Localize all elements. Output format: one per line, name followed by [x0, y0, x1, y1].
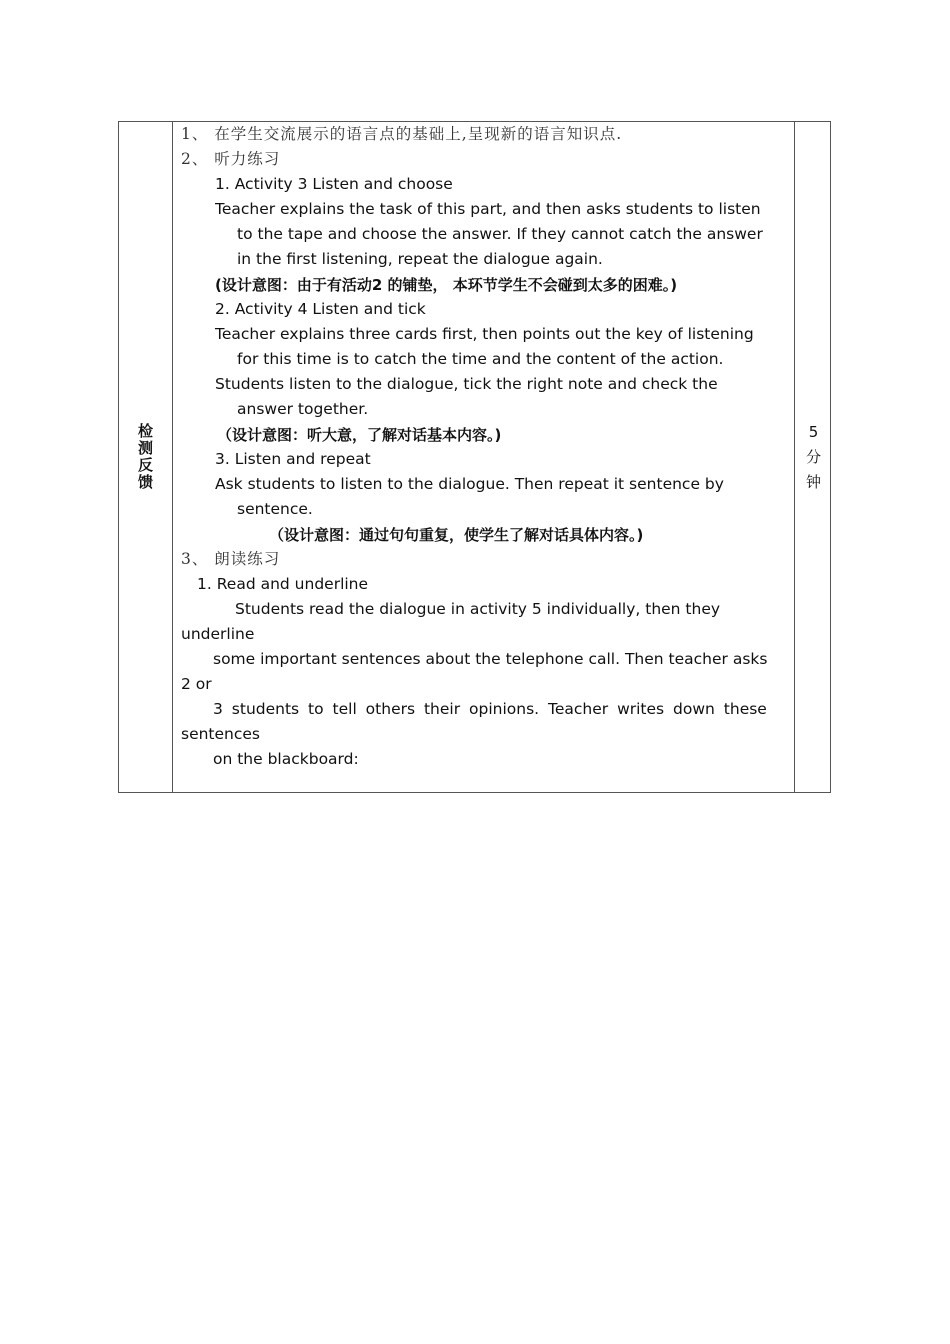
step-2-heading: 2、 听力练习 [181, 150, 281, 168]
activity-4-title: 2. Activity 4 Listen and tick [215, 300, 426, 318]
activity-3-title: 1. Activity 3 Listen and choose [215, 175, 453, 193]
paragraph-line: on the blackboard: [213, 750, 359, 768]
column-divider [172, 122, 173, 792]
section-label-cell [119, 122, 172, 792]
paragraph-line: Teacher explains three cards first, then points out the key of listening [215, 325, 754, 343]
design-intent-note: （设计意图：听大意，了解对话基本内容。) [217, 426, 502, 444]
paragraph-line: sentence. [237, 500, 313, 518]
design-intent-note: (设计意图：由于有活动2 的铺垫， 本环节学生不会碰到太多的困难。) [215, 276, 678, 294]
paragraph-line: in the first listening, repeat the dialogue again. [237, 250, 603, 268]
justified-line: Students read the dialogue in activity 5 individually, then they [235, 600, 721, 618]
paragraph-line: underline [181, 625, 255, 643]
design-intent-note: （设计意图：通过句句重复，使学生了解对话具体内容。) [269, 526, 644, 544]
paragraph-line: to the tape and choose the answer. If they cannot catch the answer [237, 225, 763, 243]
listen-repeat-title: 3. Listen and repeat [215, 450, 371, 468]
time-cell [795, 122, 832, 792]
paragraph-line: 2 or [181, 675, 212, 693]
section-label: 检 测 反 馈 [137, 422, 153, 491]
paragraph-line: for this time is to catch the time and the content of the action. [237, 350, 724, 368]
paragraph-line: Teacher explains the task of this part, and then asks students to listen [215, 200, 761, 218]
paragraph-line: some important sentences about the telephone call. Then teacher asks [213, 650, 768, 668]
read-underline-title: 1. Read and underline [197, 575, 369, 593]
lesson-table [118, 121, 831, 793]
paragraph-line: Students listen to the dialogue, tick the right note and check the [215, 375, 718, 393]
paragraph-line: sentences [181, 725, 261, 743]
paragraph-line: answer together. [237, 400, 369, 418]
paragraph-line: Ask students to listen to the dialogue. Then repeat it sentence by [215, 475, 724, 493]
step-1-text: 1、 在学生交流展示的语言点的基础上,呈现新的语言知识点. [181, 125, 623, 143]
paragraph-line: 3 students to tell others their opinions. Teacher writes down these [213, 700, 767, 718]
step-3-heading: 3、 朗读练习 [181, 550, 281, 568]
time-label: 5 分 钟 [805, 422, 821, 491]
